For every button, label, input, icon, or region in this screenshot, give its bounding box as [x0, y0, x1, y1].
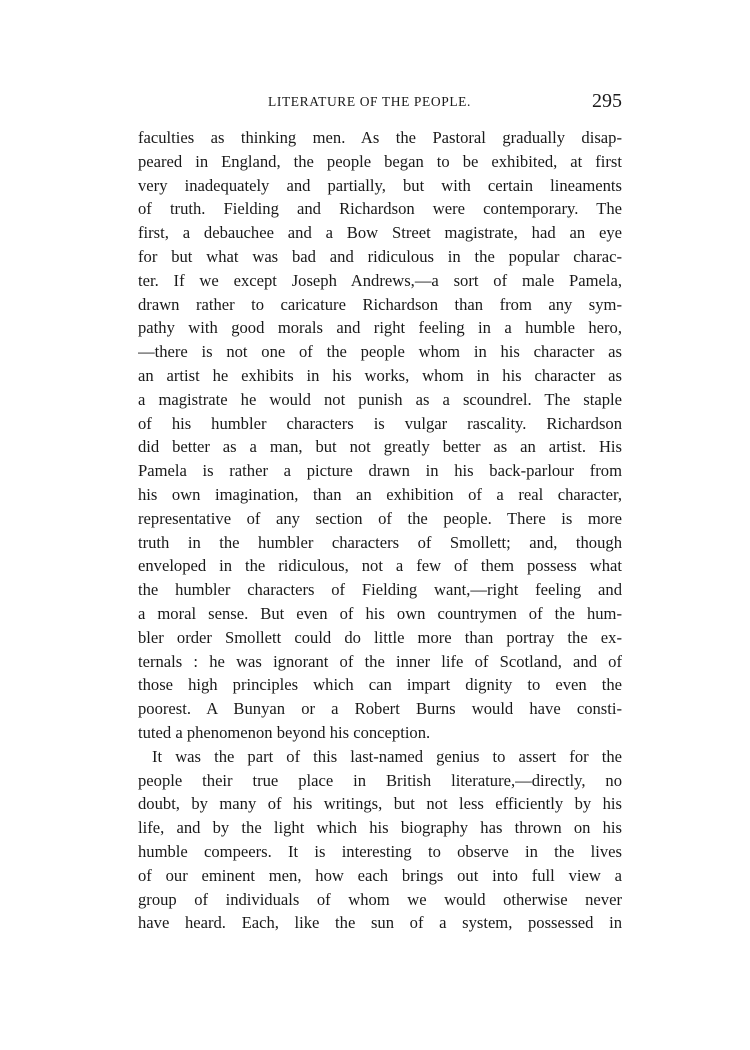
page-number: 295 — [592, 90, 622, 112]
text-line: group of individuals of whom we would otherwise never — [138, 889, 622, 909]
page-header — [138, 90, 622, 116]
text-line: ternals : he was ignorant of the inner life of Scotland, and of — [138, 651, 622, 671]
text-line: have heard. Each, like the sun of a system, possessed in — [138, 913, 622, 933]
text-line: poorest. A Bunyan or a Robert Burns would have consti- — [138, 699, 622, 719]
text-line: drawn rather to caricature Richardson than from any sym- — [138, 294, 622, 314]
text-line: representative of any section of the people. There is more — [138, 508, 622, 528]
text-line: for but what was bad and ridiculous in the popular charac- — [138, 246, 622, 266]
text-line: of truth. Fielding and Richardson were contemporary. The — [138, 199, 622, 219]
running-head: LITERATURE OF THE PEOPLE. — [268, 94, 471, 109]
text-line: a magistrate he would not punish as a scoundrel. The staple — [138, 389, 622, 409]
text-line: did better as a man, but not greatly better as an artist. His — [138, 437, 622, 457]
text-line: his own imagination, than an exhibition of a real character, — [138, 484, 622, 504]
text-line: bler order Smollett could do little more than portray the ex- — [138, 627, 622, 647]
text-line: tuted a phenomenon beyond his conception. — [138, 722, 431, 742]
text-line: life, and by the light which his biography has thrown on his — [138, 818, 622, 838]
text-line: of our eminent men, how each brings out into full view a — [138, 865, 622, 885]
text-line: pathy with good morals and right feeling in a humble hero, — [138, 318, 622, 338]
text-line: the humbler characters of Fielding want,—right feeling and — [138, 580, 622, 600]
body-text — [138, 126, 622, 935]
text-line: of his humbler characters is vulgar rascality. Richardson — [138, 413, 622, 433]
text-line: people their true place in British literature,—directly, no — [138, 770, 622, 790]
text-line: Pamela is rather a picture drawn in his back-parlour from — [138, 461, 622, 481]
text-line: peared in England, the people began to be exhibited, at first — [138, 151, 622, 171]
text-line: doubt, by many of his writings, but not less efficiently by his — [138, 794, 622, 814]
text-line: —there is not one of the people whom in his character as — [138, 342, 622, 362]
text-line: first, a debauchee and a Bow Street magistrate, had an eye — [138, 223, 622, 243]
text-line: humble compeers. It is interesting to observe in the lives — [138, 841, 622, 861]
text-line: ter. If we except Joseph Andrews,—a sort of male Pamela, — [138, 270, 622, 290]
text-line: a moral sense. But even of his own countrymen of the hum- — [138, 603, 622, 623]
text-line: truth in the humbler characters of Smollett; and, though — [138, 532, 622, 552]
text-line: enveloped in the ridiculous, not a few of them possess what — [138, 556, 622, 576]
text-line: those high principles which can impart dignity to even the — [138, 675, 622, 695]
text-line: faculties as thinking men. As the Pastoral gradually disap- — [138, 128, 622, 147]
text-line: It was the part of this last-named genius to assert for the — [152, 746, 622, 766]
text-line: very inadequately and partially, but with certain lineaments — [138, 175, 622, 195]
text-line: an artist he exhibits in his works, whom in his character as — [138, 365, 622, 385]
